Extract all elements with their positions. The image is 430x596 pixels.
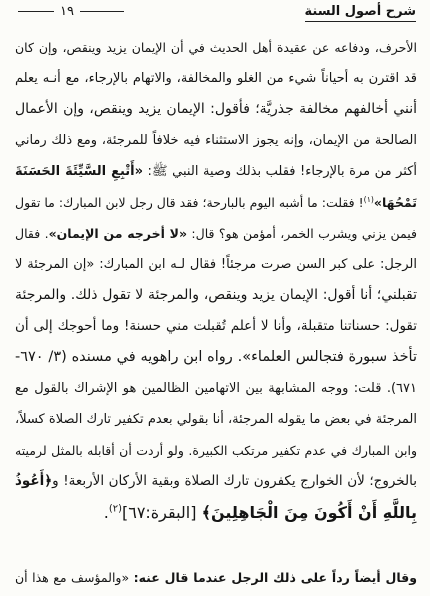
text-run: الأحرف، ودفاعه عن عقيدة أهل الحديث في أن الإيمان يزيد وينقص، وإن كان [15,40,417,55]
page-number: ١٩ [60,4,74,19]
quran-quote: بِاللَّهِ أَنْ أَكُونَ مِنَ الْجَاهِلِينَ﴾ [201,503,417,522]
text-line [15,125,417,156]
text-line [15,562,417,593]
footnote-marker: (١) [363,194,374,204]
hadith-quote: تَمْحُهَا» [373,195,417,210]
text-line [15,187,417,218]
text-run: بالخروج؛ لأن الخوارج يكفرون تارك الصلاة وبقية الأركان الأربعة! و [52,473,417,489]
body-text [15,32,417,593]
text-run: تقبلني؛ أنا أقول: الإيمان يزيد وينقص، والمرجئة لا تقول ذلك. والمرجئة [15,287,417,303]
text-line [15,466,417,497]
paragraph-gap [15,528,417,562]
text-run: الرجل: على كبر السن صرت مرجئاً! فقال لـه ابن المبارك: «إن المرجئة لا [15,257,417,272]
text-line [15,32,417,63]
running-title: شرح أصول السنة [305,4,417,22]
text-run: فيمن يزني ويشرب الخمر، أمؤمن هو؟ قال: [187,226,417,241]
footnote-marker: (٢) [108,503,122,515]
text-run: «والمؤسف مع هذا أن [15,570,134,585]
text-line [15,311,417,342]
text-run: . [103,503,109,522]
text-run: أكثر من مرة بالإرجاء! فقلب بذلك وصية النبي ﷺ: [143,164,417,179]
text-line [15,373,417,404]
text-line [15,342,417,373]
text-run: تقول: حسناتنا متقبلة، وأنا لا أعلم تُقبلت مني حسنة! وما أحوجك إلى أن [15,318,417,334]
text-run: المرجئة في بعض ما يقوله المرجئة، أنا بقولي بعدم تكفير تارك الصلاة كسلاً، [15,412,417,427]
text-line [15,156,417,187]
text-run: أنني أخالفهم مخالفة جذريَّة؛ فأقول: الإيمان يزيد وينقص، وإن الأعمال [15,101,417,117]
header-rule [80,11,124,13]
quran-quote: ﴿أَعُوذُ [15,473,53,489]
text-run: ! فقلت: ما أشبه اليوم بالبارحة؛ فقد قال رجل لابن المبارك: ما تقول [15,195,364,210]
text-line [15,249,417,280]
text-line [15,63,417,94]
text-line [15,280,417,311]
text-line [15,404,417,435]
hadith-quote: «أَتْبِعِ السَّيِّئَةَ الحَسَنَةَ [15,164,143,179]
text-line [15,94,417,125]
page-number-block [18,4,124,19]
text-run: الصالحة من الإيمان، وإنه يجوز الاستثناء فيه خلافاً للمرجئة، ومع ذلك رماني [15,133,417,148]
text-run: . فقال [15,226,49,241]
text-run: ٦٧١). قلت: ووجه المشابهة بين الاتهامين الظالمين هو الإشراك بالقول مع [15,381,417,396]
text-run: وابن المبارك في عدم تكفير مرتكب الكبيرة. ولو أردت أن أقابله بالمثل لرميته [15,443,417,458]
text-line [15,497,417,528]
quran-reference: [البقرة:٦٧] [121,503,202,522]
header-rule [18,11,54,13]
text-run: قد اقترن به أحياناً شيء من الغلو والمخالفة، والاتهام بالإرجاء، مع أنـه يعلم [15,71,417,86]
text-line [15,218,417,249]
text-line [15,435,417,466]
quote-text: «لا أخرجه من الإيمان» [48,226,188,241]
text-run: تأخذ سبورة فتجالس العلماء». رواه ابن راهويه في مسنده (٣/ ٦٧٠- [15,349,417,365]
paragraph-lead: وقال أيضاً رداً على ذلك الرجل عندما قال عنه: [133,570,417,585]
